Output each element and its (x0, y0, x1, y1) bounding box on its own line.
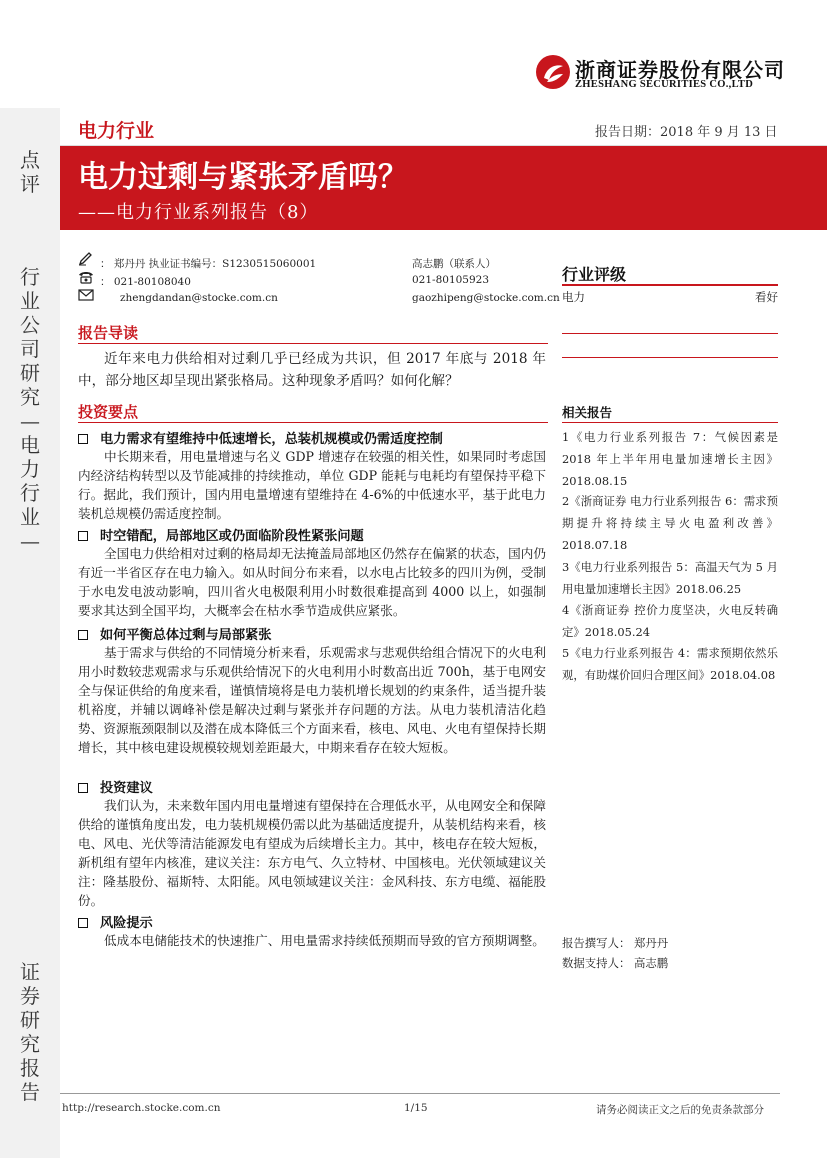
side-char: 评 (20, 172, 40, 196)
contact-name: 高志鹏（联系人） (412, 258, 496, 270)
side-char: 业 (20, 289, 40, 313)
side-char: 司 (20, 337, 40, 361)
side-char: 业 (20, 505, 40, 529)
point-3-title: 如何平衡总体过剩与局部紧张 (78, 624, 271, 643)
industry-name: 电力行业 (78, 120, 155, 142)
report-writer: 报告撰写人： 郑丹丹 (562, 936, 669, 950)
company-logo (535, 52, 785, 96)
page-number: 1/15 (404, 1102, 428, 1114)
side-char: 告 (20, 1080, 40, 1104)
side-char: 研 (20, 361, 40, 385)
side-char: 点 (20, 148, 40, 172)
points-divider (78, 422, 548, 423)
mail-icon (78, 289, 94, 301)
rating-heading: 行业评级 (562, 265, 627, 284)
side-char: — (20, 529, 40, 553)
related-heading: 相关报告 (562, 405, 613, 420)
checkbox-bullet-icon (78, 783, 88, 793)
side-char: 究 (20, 385, 40, 409)
point-2-title: 时空错配，局部地区或仍面临阶段性紧张问题 (78, 525, 364, 544)
rating-row (562, 289, 778, 305)
data-support: 数据支持人： 高志鹏 (562, 956, 669, 970)
guide-heading: 报告导读 (78, 324, 139, 342)
analyst-line: ： 郑丹丹 执业证书编号：S1230515060001 (100, 258, 317, 270)
point-1-title: 电力需求有望维持中低速增长，总装机规模或仍需适度控制 (78, 428, 443, 447)
side-char: 究 (20, 1032, 40, 1056)
checkbox-bullet-icon (78, 434, 88, 444)
logo-name-cn: 浙商证券股份有限公司 (575, 58, 785, 82)
rating-sector: 电力 (562, 290, 585, 304)
side-char: 行 (20, 265, 40, 289)
page-subtitle: ——电力行业系列报告（8） (78, 202, 319, 223)
side-char: 报 (20, 1056, 40, 1080)
rating-value: 看好 (755, 290, 778, 304)
phone-icon (78, 270, 94, 284)
rating-rule-2 (562, 357, 778, 358)
side-char: 力 (20, 457, 40, 481)
related-report-5[interactable]: 5《电力行业系列报告 4：需求预期依然乐观，有助煤价回归合理区间》2018.04.08 (562, 646, 778, 682)
related-report-4[interactable]: 4《浙商证券 控价力度坚决，火电反转确定》2018.05.24 (562, 603, 778, 639)
pen-icon (78, 252, 94, 266)
contact-phone: 021-80105923 (412, 274, 490, 286)
side-char: 电 (20, 433, 40, 457)
point-4-text: 我们认为，未来数年国内用电量增速有望保持在合理低水平，从电网安全和保障供给的谨慎角度出发，电力装机规模仍需以此为基础适度提升，从装机结构来看，核电、风电、光伏等清洁能源发电有望成为后续增长主力。其中，核电存在较大短板，新机组有望年内核准，建议关注：东方电气、久立特材、中国核电。光伏领域建议关注：隆基股份、福斯特、太阳能。风电领域建议关注：金风科技、东方电缆、福能股份。 (78, 798, 546, 908)
side-label-bottom (0, 960, 60, 1104)
point-5-title: 风险提示 (78, 912, 153, 931)
footer-url[interactable]: http://research.stocke.com.cn (62, 1102, 221, 1114)
point-4-title: 投资建议 (78, 777, 153, 796)
analyst-email[interactable]: zhengdandan@stocke.com.cn (120, 292, 278, 304)
side-char: 行 (20, 481, 40, 505)
related-report-3[interactable]: 3《电力行业系列报告 5：高温天气为 5 月用电量加速增长主因》2018.06.25 (562, 560, 778, 596)
checkbox-bullet-icon (78, 918, 88, 928)
side-char: 公 (20, 313, 40, 337)
contact-email[interactable]: gaozhipeng@stocke.com.cn (412, 292, 560, 304)
point-5-text: 低成本电储能技术的快速推广、用电量需求持续低预期而导致的官方预期调整。 (104, 933, 545, 948)
footer-divider (60, 1093, 780, 1094)
checkbox-bullet-icon (78, 531, 88, 541)
guide-text: 近年来电力供给相对过剩几乎已经成为共识，但 2017 年底与 2018 年中，部分地区却呈现出紧张格局。这种现象矛盾吗？如何化解？ (78, 351, 546, 389)
rating-rule-1 (562, 333, 778, 334)
point-3-text: 基于需求与供给的不同情境分析来看，乐观需求与悲观供给组合情况下的火电利用小时数较悲观需求与乐观供给情况下的火电利用小时数高出近 700h，基于电网安全与保证供给的角度来看，谨慎情境将是电力装机增长规划的约束条件，适当提升装机裕度，并辅以调峰补偿是解决过剩与紧张并存问题的方法。从电力装机清洁化趋势、资源瓶颈限制以及潜在成本降低三个方面来看，核电、风电、火电有望保持长期增长，其中核电建设规模较规划差距最大，中期来看存在较大短板。 (78, 645, 546, 755)
related-report-1[interactable]: 1《电力行业系列报告 7：气候因素是 2018 年上半年用电量加速增长主因》2018.08.15 (562, 430, 778, 488)
point-2-text: 全国电力供给相对过剩的格局却无法掩盖局部地区仍然存在偏紧的状态，国内仍有近一半省区存在电力输入。如从时间分布来看，以水电占比较多的四川为例，受制于水电发电波动影响，四川省火电极限利用小时数很难提高到 4000 以上，如强制要求其达到全国平均，大概率会在枯水季节造成供应紧张。 (78, 546, 546, 618)
page-title: 电力过剩与紧张矛盾吗？ (78, 160, 408, 195)
footer-disclaimer: 请务必阅读正文之后的免责条款部分 (596, 1104, 764, 1116)
side-char: 证 (20, 960, 40, 984)
report-date: 报告日期：2018 年 9 月 13 日 (595, 125, 778, 140)
side-label-middle (0, 265, 60, 553)
side-char: 研 (20, 1008, 40, 1032)
related-divider (562, 422, 778, 423)
side-label-top (0, 148, 60, 196)
guide-divider (78, 343, 548, 344)
logo-name-en: ZHESHANG SECURITIES CO.,LTD (575, 79, 754, 90)
analyst-phone: ： 021-80108040 (100, 276, 191, 288)
related-report-2[interactable]: 2《浙商证券 电力行业系列报告 6：需求预期提升将持续主导火电盈利改善》2018.07.18 (562, 494, 778, 552)
rating-divider (562, 284, 778, 286)
logo-mark-icon (535, 54, 571, 90)
points-heading: 投资要点 (78, 403, 139, 421)
point-1-text: 中长期来看，用电量增速与名义 GDP 增速存在较强的相关性，如果同时考虑国内经济结构转型以及节能减排的持续推动，单位 GDP 能耗与电耗均有望保持平稳下行。据此，我们预计，国内用电量增速有望维持在 4-6%的中低速水平，基于此电力装机总规模仍需适度控制。 (78, 449, 546, 521)
side-char: — (20, 409, 40, 433)
side-char: 券 (20, 984, 40, 1008)
checkbox-bullet-icon (78, 630, 88, 640)
